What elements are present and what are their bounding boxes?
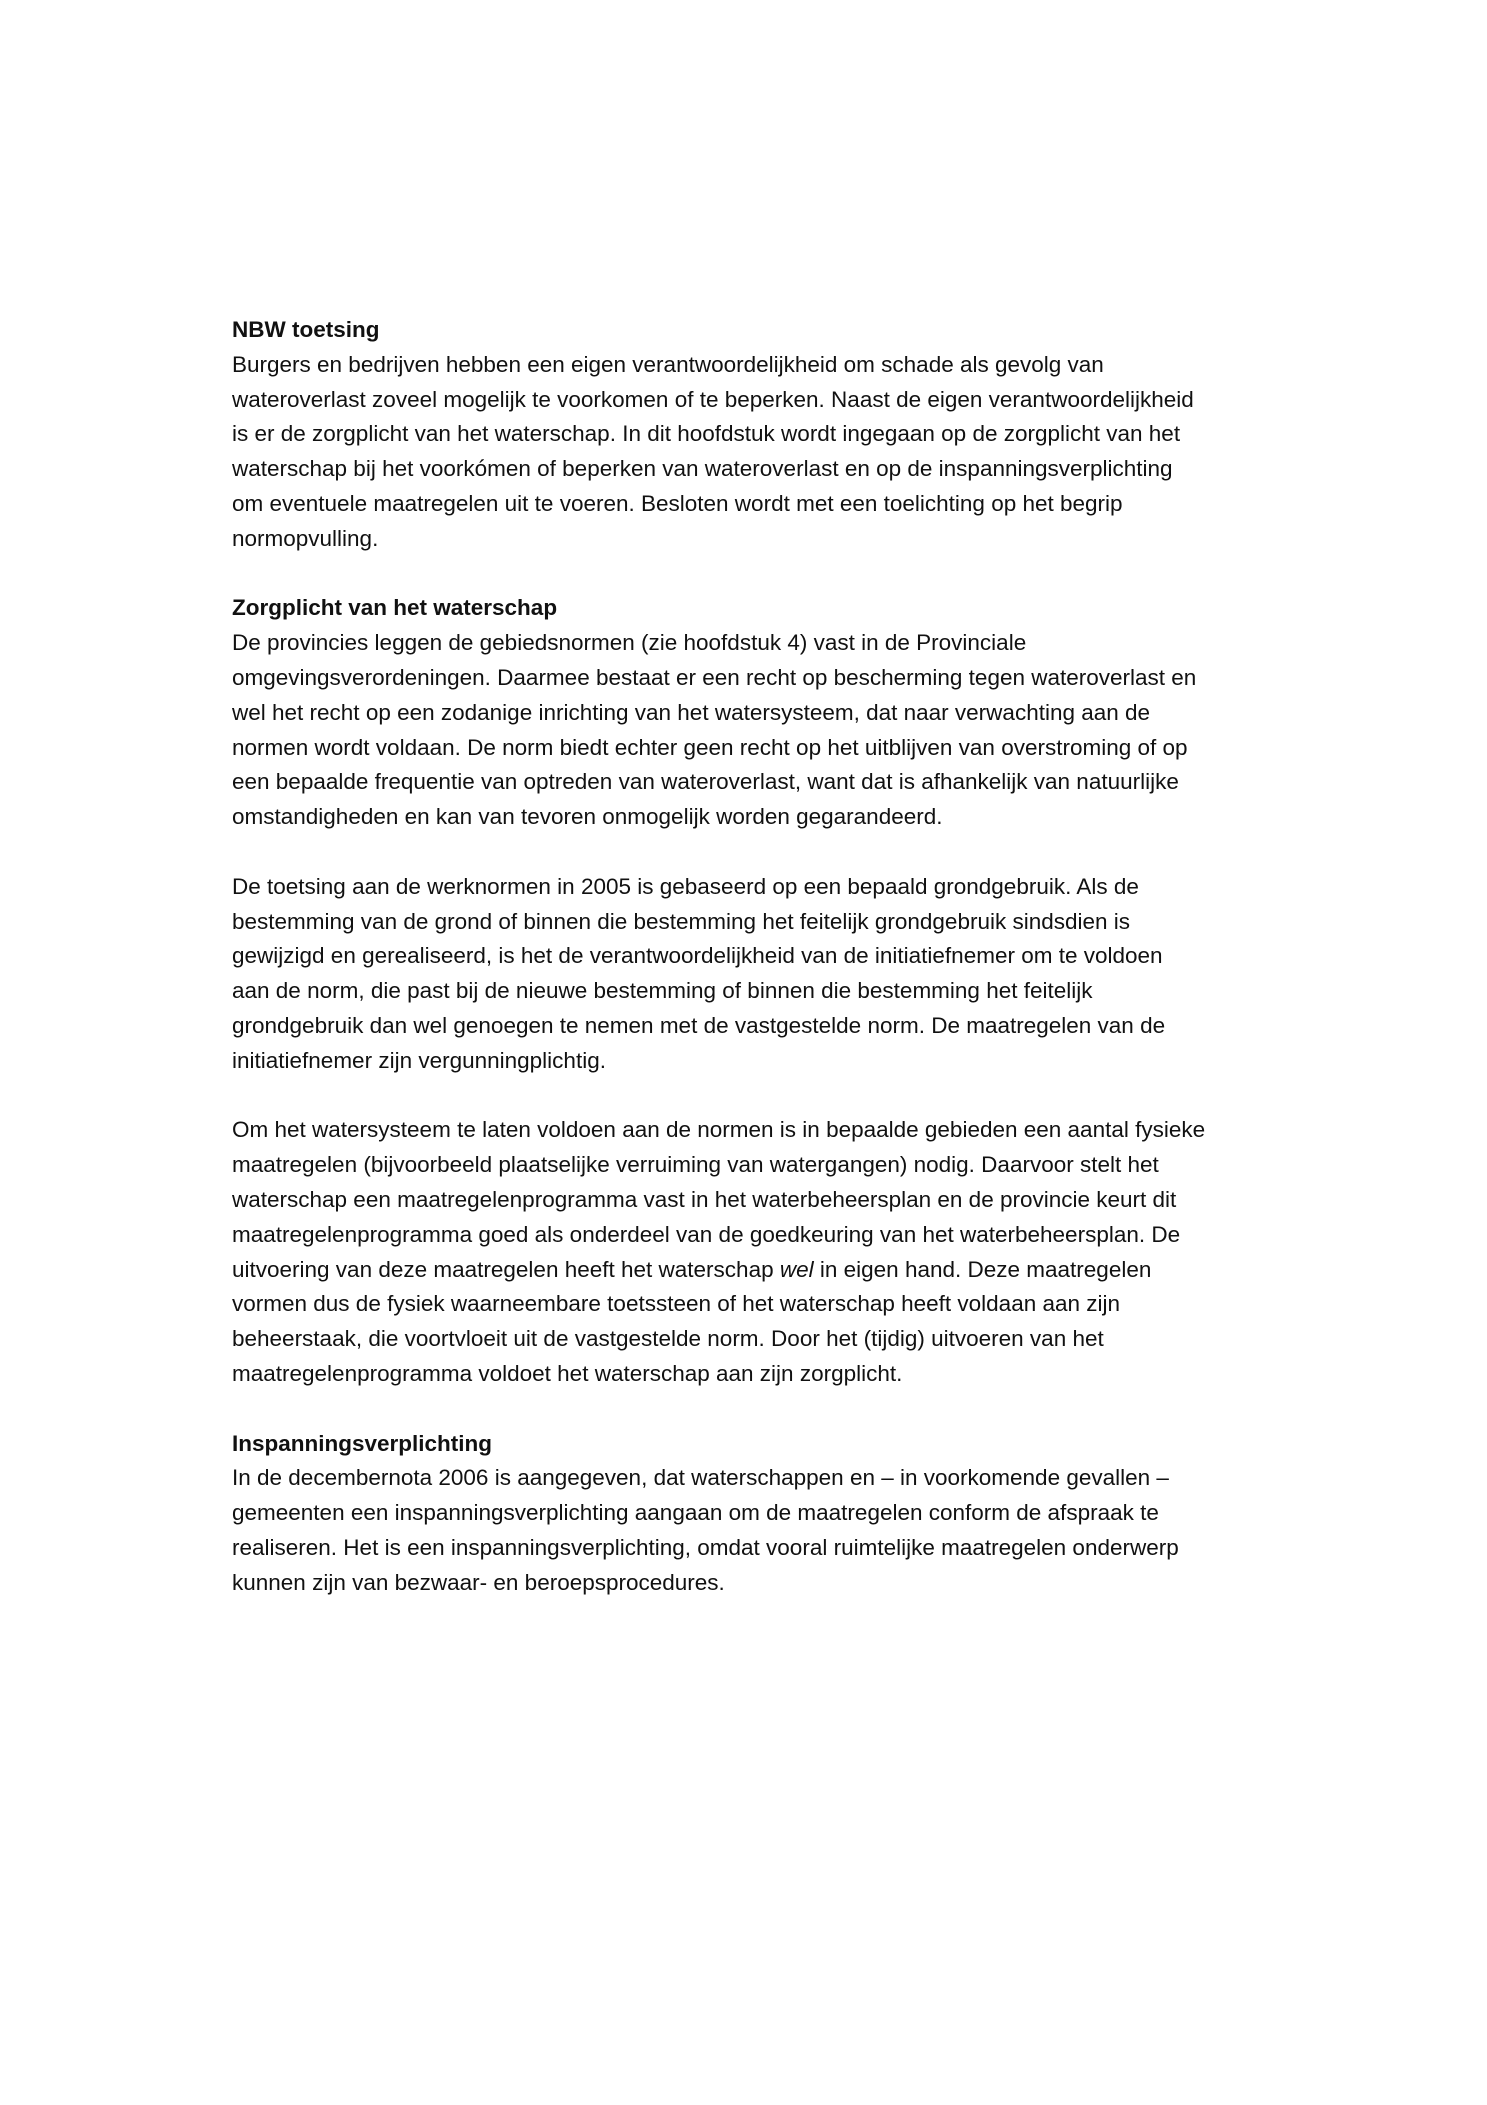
paragraph-line: wel het recht op een zodanige inrichting van het watersysteem, dat naar verwachting aan de [232, 699, 1151, 725]
paragraph-line: is er de zorgplicht van het waterschap. In dit hoofdstuk wordt ingegaan op de zorgplicht van het [232, 421, 1181, 447]
paragraph-line: maatregelenprogramma goed als onderdeel van de goedkeuring van het waterbeheersplan. De [232, 1221, 1181, 1247]
paragraph-line: normopvulling. [232, 525, 379, 551]
paragraph-spacer [232, 835, 1292, 870]
paragraph-line: een bepaalde frequentie van optreden van wateroverlast, want dat is afhankelijk van natuurlijke [232, 769, 1179, 795]
paragraph-line: bestemming van de grond of binnen die bestemming het feitelijk grondgebruik sindsdien is [232, 908, 1131, 934]
section-heading-inspanningsverplichting: Inspanningsverplichting [232, 1430, 493, 1456]
paragraph-line: omgevingsverordeningen. Daarmee bestaat er een recht op bescherming tegen wateroverlast en [232, 664, 1197, 690]
paragraph-line: kunnen zijn van bezwaar- en beroepsprocedures. [232, 1569, 725, 1595]
text-run: uitvoering van deze maatregelen heeft het waterschap [232, 1256, 780, 1282]
paragraph-line: initiatiefnemer zijn vergunningplichtig. [232, 1047, 606, 1073]
paragraph-line: normen wordt voldaan. De norm biedt echter geen recht op het uitblijven van overstroming of op [232, 734, 1188, 760]
paragraph-line: om eventuele maatregelen uit te voeren. Besloten wordt met een toelichting op het begrip [232, 490, 1123, 516]
paragraph-line: realiseren. Het is een inspanningsverplichting, omdat vooral ruimtelijke maatregelen onderwerp [232, 1534, 1179, 1560]
paragraph-line: De toetsing aan de werknormen in 2005 is gebaseerd op een bepaald grondgebruik. Als de [232, 873, 1139, 899]
document-page [232, 313, 1292, 1600]
paragraph-line: waterschap een maatregelenprogramma vast in het waterbeheersplan en de provincie keurt dit [232, 1186, 1177, 1212]
paragraph-line: gewijzigd en gerealiseerd, is het de verantwoordelijkheid van de initiatiefnemer om te voldoen [232, 943, 1163, 969]
paragraph-line: beheerstaak, die voortvloeit uit de vastgestelde norm. Door het (tijdig) uitvoeren van het [232, 1326, 1104, 1352]
paragraph-spacer [232, 1392, 1292, 1427]
paragraph-spacer [232, 557, 1292, 592]
paragraph-line: vormen dus de fysiek waarneembare toetssteen of het waterschap heeft voldaan aan zijn [232, 1291, 1121, 1317]
paragraph-line: Om het watersysteem te laten voldoen aan de normen is in bepaalde gebieden een aantal fysieke [232, 1117, 1206, 1143]
paragraph-line: aan de norm, die past bij de nieuwe bestemming of binnen die bestemming het feitelijk [232, 978, 1093, 1004]
paragraph-line: waterschap bij het voorkómen of beperken van wateroverlast en op de inspanningsverplichting [232, 456, 1173, 482]
paragraph-line: In de decembernota 2006 is aangegeven, dat waterschappen en – in voorkomende gevallen – [232, 1465, 1169, 1491]
italic-emphasis: wel [779, 1256, 814, 1282]
paragraph-line [232, 1253, 1292, 1288]
paragraph-line: gemeenten een inspanningsverplichting aangaan om de maatregelen conform de afspraak te [232, 1500, 1159, 1526]
paragraph-line: De provincies leggen de gebiedsnormen (zie hoofdstuk 4) vast in de Provinciale [232, 630, 1027, 656]
section-heading-zorgplicht: Zorgplicht van het waterschap [232, 595, 558, 621]
paragraph-line: maatregelenprogramma voldoet het waterschap aan zijn zorgplicht. [232, 1360, 903, 1386]
paragraph-line: grondgebruik dan wel genoegen te nemen met de vastgestelde norm. De maatregelen van de [232, 1012, 1166, 1038]
text-run: in eigen hand. Deze maatregelen [813, 1256, 1152, 1282]
paragraph-line: maatregelen (bijvoorbeeld plaatselijke verruiming van watergangen) nodig. Daarvoor stelt het [232, 1152, 1159, 1178]
paragraph-line: Burgers en bedrijven hebben een eigen verantwoordelijkheid om schade als gevolg van [232, 351, 1104, 377]
section-heading-nbw-toetsing: NBW toetsing [232, 317, 380, 342]
paragraph-line: omstandigheden en kan van tevoren onmogelijk worden gegarandeerd. [232, 804, 943, 830]
paragraph-line: wateroverlast zoveel mogelijk te voorkomen of te beperken. Naast de eigen verantwoordelijkheid [232, 386, 1194, 412]
paragraph-spacer [232, 1079, 1292, 1114]
